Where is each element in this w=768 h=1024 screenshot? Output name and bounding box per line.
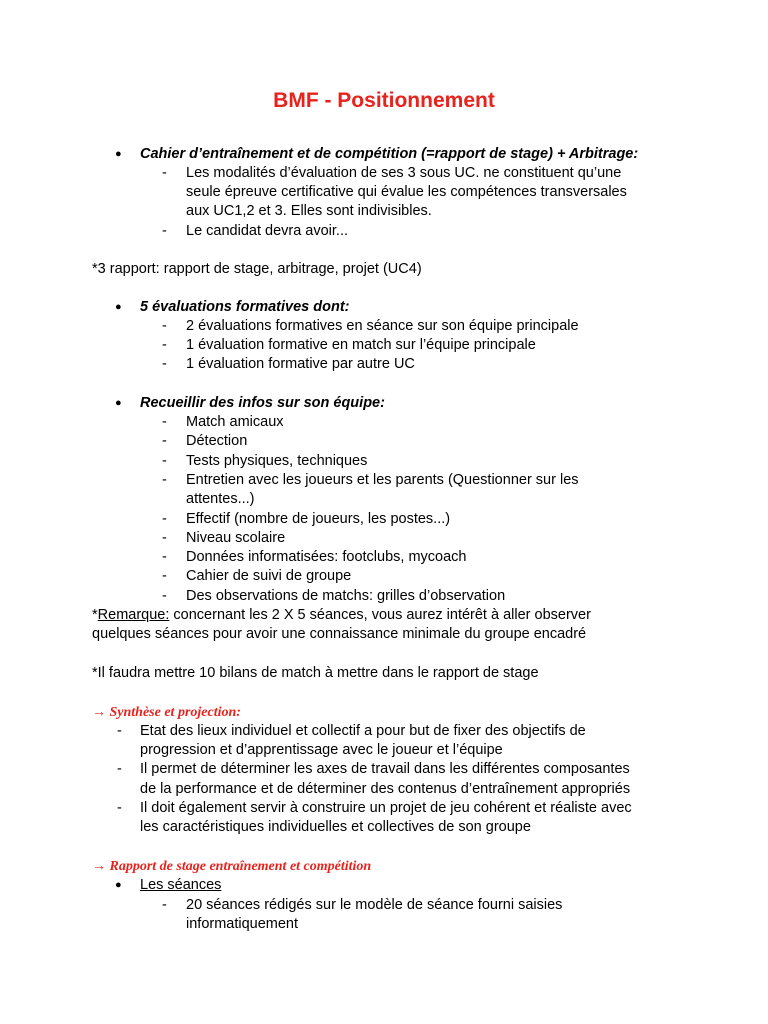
dash-icon: - [162, 414, 167, 430]
list-item: Entretien avec les joueurs et les parents (Questionner sur les [186, 472, 579, 488]
note-bilans: *Il faudra mettre 10 bilans de match à mettre dans le rapport de stage [92, 665, 539, 681]
list-item: Données informatisées: footclubs, mycoach [186, 549, 467, 565]
list-item: Cahier de suivi de groupe [186, 568, 352, 584]
list-item: les caractéristiques individuelles et collectives de son groupe [140, 819, 531, 835]
list-item: Il permet de déterminer les axes de travail dans les différentes composantes [140, 761, 630, 777]
list-item: Effectif (nombre de joueurs, les postes...) [186, 511, 451, 527]
dash-icon: - [162, 897, 167, 913]
list-item: Match amicaux [186, 414, 284, 430]
list-item: 1 évaluation formative en match sur l’équipe principale [186, 337, 536, 353]
dash-icon: - [162, 337, 167, 353]
dash-icon: - [162, 223, 167, 239]
list-item: aux UC1,2 et 3. Elles sont indivisibles. [186, 203, 432, 219]
list-item: informatiquement [186, 916, 299, 932]
list-item: 2 évaluations formatives en séance sur son équipe principale [186, 318, 579, 334]
remarque-label: Remarque: [97, 607, 170, 623]
dash-icon: - [162, 530, 167, 546]
dash-icon: - [162, 433, 167, 449]
bullet-icon: ● [115, 397, 122, 409]
remarque-text-2: quelques séances pour avoir une connaissance minimale du groupe encadré [92, 626, 587, 642]
section1-heading: Cahier d’entraînement et de compétition (=rapport de stage) + Arbitrage: [140, 146, 639, 162]
bullet-icon: ● [115, 301, 122, 313]
list-item: Détection [186, 433, 248, 449]
list-item: attentes...) [186, 491, 255, 507]
dash-icon: - [117, 761, 122, 777]
dash-icon: - [162, 568, 167, 584]
dash-icon: - [162, 165, 167, 181]
dash-icon: - [162, 549, 167, 565]
list-item: 20 séances rédigés sur le modèle de séance fourni saisies [186, 897, 563, 913]
section2-heading: 5 évaluations formatives dont: [140, 299, 350, 315]
synthese-heading: → Synthèse et projection: [92, 705, 241, 720]
dash-icon: - [162, 453, 167, 469]
list-item: de la performance et de déterminer des contenus d’entraînement appropriés [140, 781, 631, 797]
remarque-star: * [92, 607, 98, 623]
dash-icon: - [162, 511, 167, 527]
list-item: Etat des lieux individuel et collectif a pour but de fixer des objectifs de [140, 723, 586, 739]
page-title: BMF - Positionnement [273, 89, 495, 112]
dash-icon: - [162, 588, 167, 604]
dash-icon: - [162, 318, 167, 334]
list-item: Les modalités d’évaluation de ses 3 sous UC. ne constituent qu’une [186, 165, 622, 181]
list-item: 1 évaluation formative par autre UC [186, 356, 415, 372]
bullet-icon: ● [115, 879, 122, 891]
rapport-sub-heading: Les séances [140, 877, 222, 893]
list-item: Tests physiques, techniques [186, 453, 368, 469]
dash-icon: - [117, 800, 122, 816]
list-item: Le candidat devra avoir... [186, 223, 349, 239]
list-item: seule épreuve certificative qui évalue les compétences transversales [186, 184, 627, 200]
list-item: Niveau scolaire [186, 530, 286, 546]
bullet-icon: ● [115, 148, 122, 160]
note-rapport: *3 rapport: rapport de stage, arbitrage, projet (UC4) [92, 261, 422, 277]
list-item: Il doit également servir à construire un projet de jeu cohérent et réaliste avec [140, 800, 632, 816]
dash-icon: - [162, 356, 167, 372]
list-item: progression et d’apprentissage avec le joueur et l’équipe [140, 742, 503, 758]
remarque-line [92, 606, 591, 625]
dash-icon: - [162, 472, 167, 488]
rapport-heading: → Rapport de stage entraînement et compétition [92, 859, 372, 874]
remarque-text: concernant les 2 X 5 séances, vous aurez intérêt à aller observer [169, 607, 591, 623]
dash-icon: - [117, 723, 122, 739]
section3-heading: Recueillir des infos sur son équipe: [140, 395, 385, 411]
list-item: Des observations de matchs: grilles d’observation [186, 588, 506, 604]
